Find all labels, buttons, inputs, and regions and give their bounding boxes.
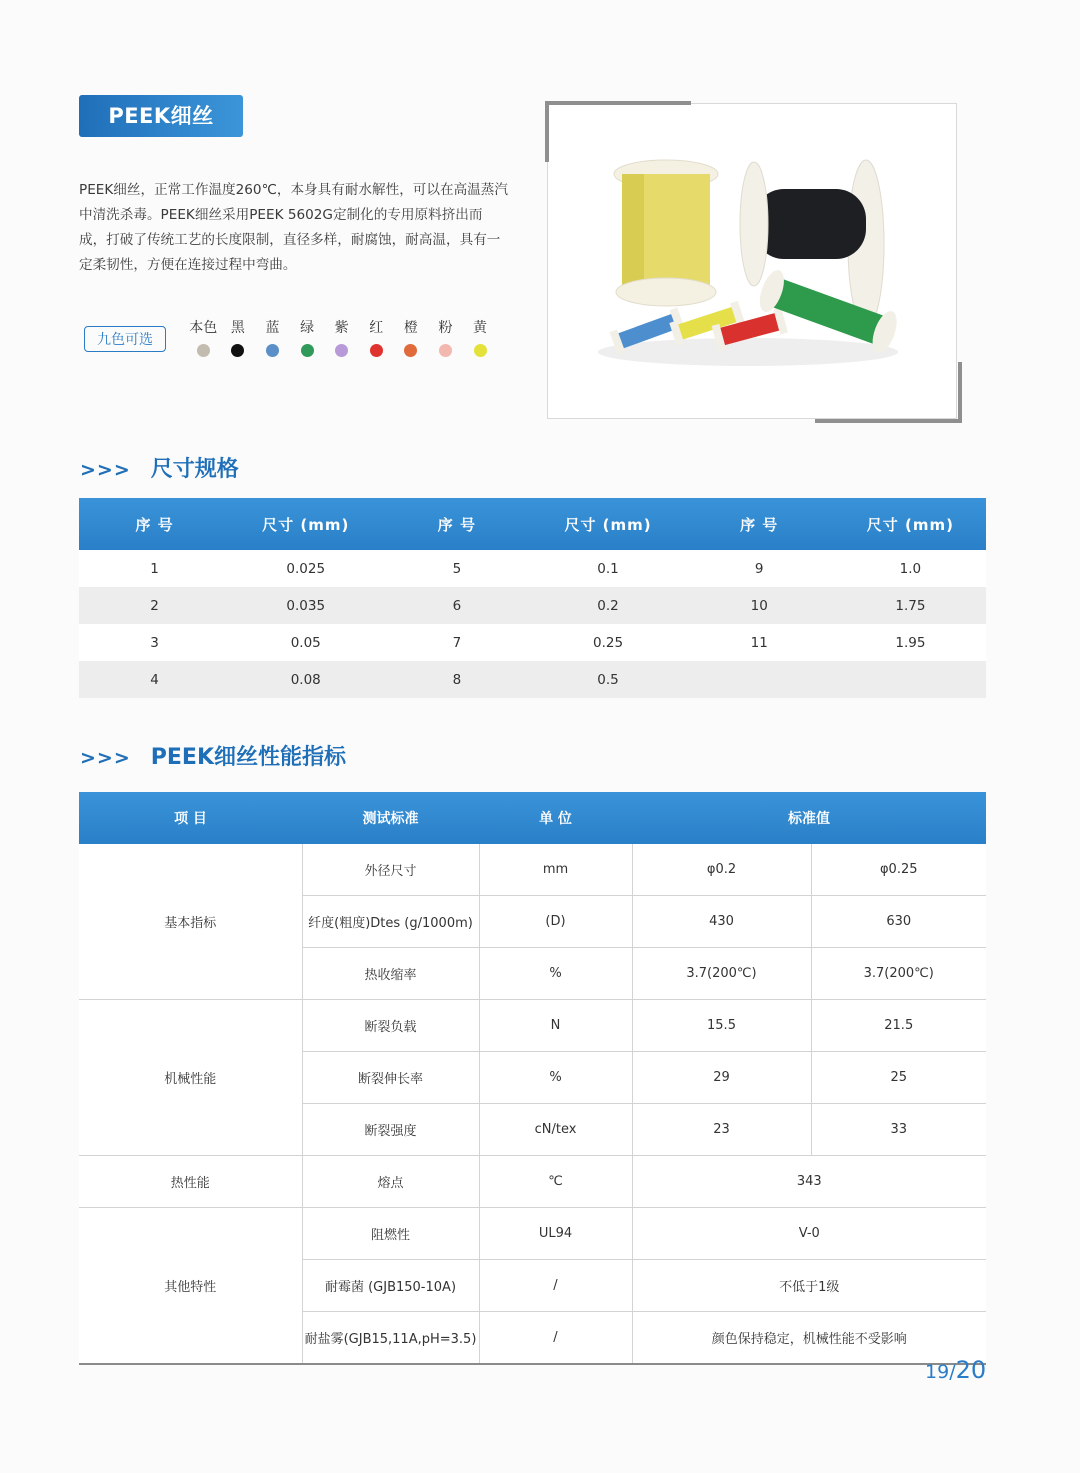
- unit-cell: mm: [479, 844, 632, 896]
- color-name: 蓝: [265, 320, 280, 336]
- table-row: [79, 624, 986, 661]
- value-cell: 630: [811, 896, 986, 948]
- table-row: [79, 550, 986, 587]
- value-cell: 颜色保持稳定，机械性能不受影响: [632, 1312, 986, 1365]
- table-cell: 10: [684, 587, 835, 624]
- photo-corner-bottom-right: [815, 362, 962, 423]
- page-total: 20: [955, 1356, 987, 1384]
- color-swatch: [370, 344, 383, 357]
- color-name: 黑: [230, 320, 245, 336]
- prop-header-standard: 测试标准: [302, 792, 479, 844]
- table-cell: 6: [381, 587, 532, 624]
- color-swatch: [335, 344, 348, 357]
- color-option: [324, 318, 359, 357]
- unit-cell: cN/tex: [479, 1104, 632, 1156]
- value-cell: 33: [811, 1104, 986, 1156]
- value-cell: φ0.25: [811, 844, 986, 896]
- prop-header-value: 标准值: [632, 792, 986, 844]
- value-cell: 21.5: [811, 1000, 986, 1052]
- value-cell: 343: [632, 1156, 986, 1208]
- table-row: [79, 1208, 986, 1260]
- value-cell: φ0.2: [632, 844, 811, 896]
- color-name: 本色: [189, 320, 218, 336]
- color-option: [290, 318, 325, 357]
- value-cell: 23: [632, 1104, 811, 1156]
- value-cell: 15.5: [632, 1000, 811, 1052]
- test-cell: 热收缩率: [302, 948, 479, 1000]
- table-cell: 1: [79, 550, 230, 587]
- table-cell: 5: [381, 550, 532, 587]
- page-number: [925, 1356, 986, 1384]
- section-arrows: >>>: [80, 459, 131, 481]
- color-option: [463, 318, 498, 357]
- property-table: [79, 792, 986, 1365]
- unit-cell: /: [479, 1260, 632, 1312]
- color-name: 绿: [300, 320, 315, 336]
- prop-section-title: [80, 740, 346, 771]
- page-current: 19: [925, 1361, 950, 1383]
- table-cell: 0.5: [532, 661, 683, 698]
- table-cell: 7: [381, 624, 532, 661]
- value-cell: 3.7(200℃): [811, 948, 986, 1000]
- size-header-cell: 序 号: [79, 498, 230, 550]
- value-cell: V-0: [632, 1208, 986, 1260]
- test-cell: 熔点: [302, 1156, 479, 1208]
- color-name: 红: [369, 320, 384, 336]
- table-cell: 3: [79, 624, 230, 661]
- color-name: 橙: [403, 320, 418, 336]
- size-header-cell: 尺寸 (mm): [532, 498, 683, 550]
- color-name: 粉: [438, 320, 453, 336]
- color-list: [186, 318, 497, 357]
- color-option: [428, 318, 463, 357]
- category-cell: 机械性能: [79, 1000, 302, 1156]
- nine-colors-badge: 九色可选: [84, 326, 166, 352]
- test-cell: 纤度(粗度)Dtes (g/1000m): [302, 896, 479, 948]
- unit-cell: ℃: [479, 1156, 632, 1208]
- table-cell: 0.1: [532, 550, 683, 587]
- test-cell: 断裂伸长率: [302, 1052, 479, 1104]
- table-cell: 0.2: [532, 587, 683, 624]
- table-row: [79, 1000, 986, 1052]
- unit-cell: UL94: [479, 1208, 632, 1260]
- page-title: PEEK细丝: [79, 95, 243, 137]
- table-cell: 11: [684, 624, 835, 661]
- test-cell: 断裂负载: [302, 1000, 479, 1052]
- table-cell: 0.08: [230, 661, 381, 698]
- prop-header-item: 项 目: [79, 792, 302, 844]
- unit-cell: %: [479, 1052, 632, 1104]
- table-row: [79, 1156, 986, 1208]
- category-cell: 其他特性: [79, 1208, 302, 1365]
- table-cell: 1.0: [835, 550, 986, 587]
- size-section-title-text: 尺寸规格: [150, 457, 239, 482]
- size-header-cell: 序 号: [381, 498, 532, 550]
- value-cell: 3.7(200℃): [632, 948, 811, 1000]
- table-cell: 2: [79, 587, 230, 624]
- color-name: 紫: [334, 320, 349, 336]
- category-cell: 热性能: [79, 1156, 302, 1208]
- color-swatch: [474, 344, 487, 357]
- size-table: [79, 498, 986, 698]
- table-cell: 8: [381, 661, 532, 698]
- test-cell: 外径尺寸: [302, 844, 479, 896]
- color-swatch: [266, 344, 279, 357]
- intro-text: PEEK细丝，正常工作温度260℃，本身具有耐水解性，可以在高温蒸汽中清洗杀毒。PEEK细丝采用PEEK 5602G定制化的专用原料挤出而成，打破了传统工艺的长度限制，直径多样，耐腐蚀，耐高温，具有一定柔韧性，方便在连接过程中弯曲。: [79, 182, 508, 273]
- color-swatch: [439, 344, 452, 357]
- color-option: [186, 318, 221, 357]
- color-name: 黄: [473, 320, 488, 336]
- size-header-cell: 序 号: [684, 498, 835, 550]
- table-cell: 0.05: [230, 624, 381, 661]
- color-option: [359, 318, 394, 357]
- table-cell: 1.75: [835, 587, 986, 624]
- table-cell: 1.95: [835, 624, 986, 661]
- prop-section-title-text: PEEK细丝性能指标: [150, 745, 346, 770]
- color-swatch: [404, 344, 417, 357]
- color-option: [221, 318, 256, 357]
- color-swatch: [197, 344, 210, 357]
- value-cell: 25: [811, 1052, 986, 1104]
- table-cell: [684, 661, 835, 698]
- table-cell: [835, 661, 986, 698]
- table-cell: 4: [79, 661, 230, 698]
- test-cell: 断裂强度: [302, 1104, 479, 1156]
- category-cell: 基本指标: [79, 844, 302, 1000]
- test-cell: 耐盐雾(GJB15,11A,pH=3.5): [302, 1312, 479, 1365]
- table-cell: 0.035: [230, 587, 381, 624]
- size-header-cell: 尺寸 (mm): [835, 498, 986, 550]
- unit-cell: N: [479, 1000, 632, 1052]
- section-arrows: >>>: [80, 747, 131, 769]
- table-row: [79, 587, 986, 624]
- table-cell: 0.025: [230, 550, 381, 587]
- test-cell: 阻燃性: [302, 1208, 479, 1260]
- value-cell: 430: [632, 896, 811, 948]
- photo-corner-top-left: [545, 101, 691, 162]
- unit-cell: /: [479, 1312, 632, 1365]
- size-header-cell: 尺寸 (mm): [230, 498, 381, 550]
- table-cell: 9: [684, 550, 835, 587]
- value-cell: 29: [632, 1052, 811, 1104]
- unit-cell: %: [479, 948, 632, 1000]
- table-row: [79, 844, 986, 896]
- color-option: [394, 318, 429, 357]
- prop-header-unit: 单 位: [479, 792, 632, 844]
- table-row: [79, 661, 986, 698]
- table-cell: 0.25: [532, 624, 683, 661]
- color-swatch: [231, 344, 244, 357]
- color-option: [255, 318, 290, 357]
- size-section-title: [80, 452, 239, 483]
- page-separator: /: [949, 1361, 956, 1383]
- test-cell: 耐霉菌 (GJB150-10A): [302, 1260, 479, 1312]
- unit-cell: (D): [479, 896, 632, 948]
- value-cell: 不低于1级: [632, 1260, 986, 1312]
- color-swatch: [301, 344, 314, 357]
